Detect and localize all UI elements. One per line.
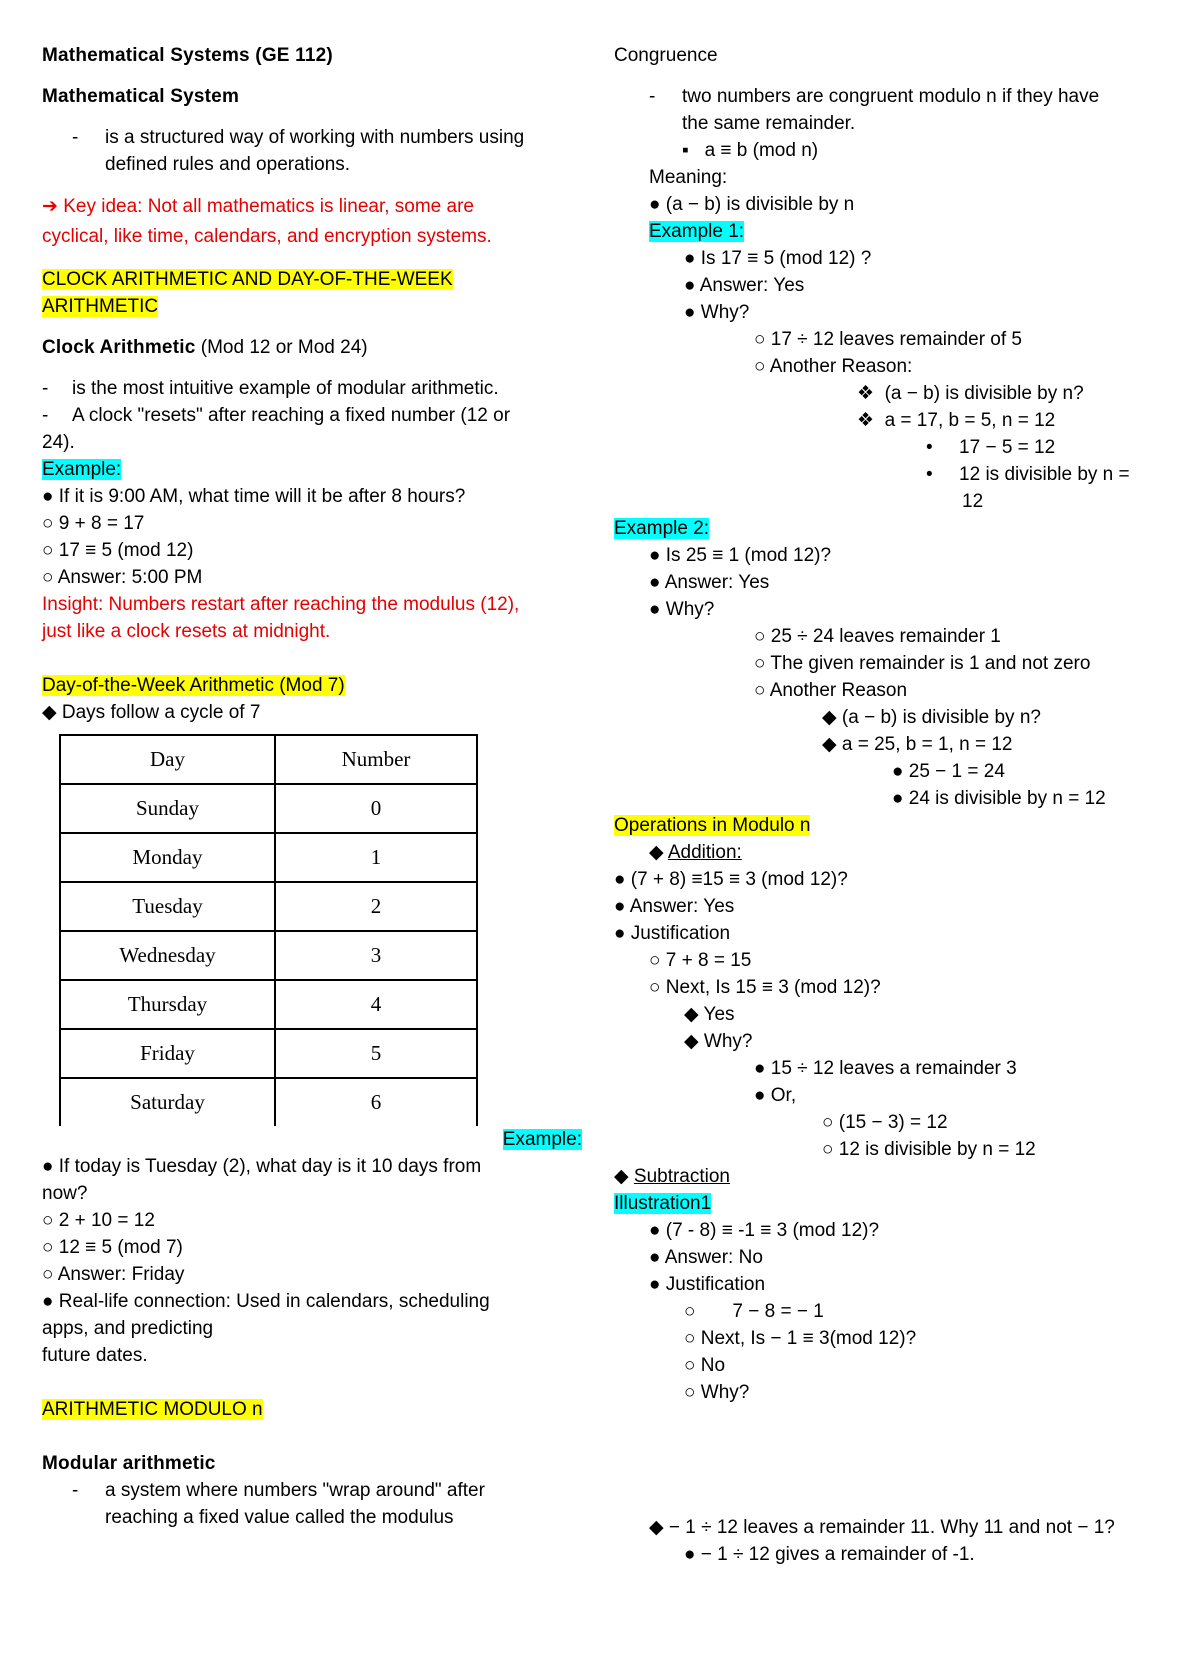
example-line: ○ The given remainder is 1 and not zero (754, 653, 1091, 674)
table-row (60, 980, 477, 1029)
example-line: ○ 25 ÷ 24 leaves remainder 1 (754, 626, 1001, 647)
addition-label: Addition: (667, 842, 742, 863)
example-line: ● Why? (684, 302, 750, 323)
table-cell: 5 (275, 1029, 477, 1078)
right-column (614, 42, 1174, 1568)
example-line: ◆ Why? (684, 1031, 753, 1052)
table-cell: Wednesday (60, 931, 275, 980)
example-line: 12 (962, 491, 984, 512)
example-line: ● Justification (649, 1274, 766, 1295)
real-life-line: apps, and predicting (42, 1318, 214, 1339)
example-line: ● 25 − 1 = 24 (892, 761, 1005, 782)
operation-heading: ◆ Addition: (649, 842, 742, 863)
list-item: - is the most intuitive example of modular arithmetic. (42, 378, 499, 399)
definition-text: a system where numbers "wrap around" after (105, 1480, 485, 1501)
example-label: Example: (502, 1129, 582, 1150)
example-line: ● Answer: No (649, 1247, 763, 1268)
key-idea-line: ➔ Key idea: Not all mathematics is linear, some are (42, 196, 474, 217)
example-line: ○ No (684, 1355, 726, 1376)
table-header: Day (60, 735, 275, 784)
example-line: ○ 17 ÷ 12 leaves remainder of 5 (754, 329, 1022, 350)
table-cell: Friday (60, 1029, 275, 1078)
table-row (60, 784, 477, 833)
clock-heading-bold: Clock Arithmetic (42, 337, 196, 358)
example-label: Example 1: (649, 221, 745, 242)
list-item: - A clock "resets" after reaching a fixed number (12 or (42, 405, 511, 426)
example-line: ● Justification (614, 923, 731, 944)
example-line: ◆ a = 25, b = 1, n = 12 (822, 734, 1013, 755)
example-line: ● Or, (754, 1085, 797, 1106)
table-row (60, 1078, 477, 1126)
example-line: ◆ − 1 ÷ 12 leaves a remainder 11. Why 11 and not − 1? (649, 1517, 1115, 1538)
table-cell: 6 (275, 1078, 477, 1126)
example-line: ● Answer: Yes (684, 275, 805, 296)
example-line: ○ (15 − 3) = 12 (822, 1112, 948, 1133)
example-line: ○ Another Reason: (754, 356, 913, 377)
example-line: ● Why? (649, 599, 715, 620)
example-line: ● Is 17 ≡ 5 (mod 12) ? (684, 248, 872, 269)
section-heading: Congruence (614, 45, 718, 66)
highlighted-heading: Day-of-the-Week Arithmetic (Mod 7) (42, 675, 345, 696)
example-line: ◆ (a − b) is divisible by n? (822, 707, 1041, 728)
table-header: Number (275, 735, 477, 784)
definition-continuation: the same remainder. (682, 113, 856, 134)
example-line: ◆ Yes (684, 1004, 735, 1025)
definition-text: is a structured way of working with numbers using defined rules and operations. (105, 127, 530, 175)
example-line: ○ 12 is divisible by n = 12 (822, 1139, 1036, 1160)
example-line: ○ 9 + 8 = 17 (42, 513, 145, 534)
example-line: ○ Why? (684, 1382, 750, 1403)
example-line: ● Is 25 ≡ 1 (mod 12)? (649, 545, 832, 566)
table-row (60, 833, 477, 882)
key-idea-line: cyclical, like time, calendars, and encryption systems. (42, 226, 492, 247)
section-heading: Mathematical System (42, 86, 240, 107)
table-row (60, 1029, 477, 1078)
real-life-line: future dates. (42, 1345, 148, 1366)
list-item-text: A clock "resets" after reaching a fixed number (12 or (72, 405, 511, 426)
example-line: ● If today is Tuesday (2), what day is it 10 days from (42, 1156, 482, 1177)
highlighted-heading: Operations in Modulo n (614, 815, 811, 836)
list-item-continuation: 24). (42, 432, 75, 453)
example-line: ○ Next, Is 15 ≡ 3 (mod 12)? (649, 977, 881, 998)
table-cell: 1 (275, 833, 477, 882)
clock-heading (42, 334, 582, 361)
example-line: • 12 is divisible by n = (926, 464, 1130, 485)
meaning-label: Meaning: (649, 167, 728, 188)
operation-heading: ◆ Subtraction (614, 1166, 731, 1187)
table-cell: 3 (275, 931, 477, 980)
table-cell: 4 (275, 980, 477, 1029)
list-item-text: is the most intuitive example of modular arithmetic. (72, 378, 499, 399)
example-line: ❖ (a − b) is divisible by n? (857, 383, 1084, 404)
table-row (60, 882, 477, 931)
example-line: ○ 7 + 8 = 15 (649, 950, 752, 971)
example-line: ❖ a = 17, b = 5, n = 12 (857, 410, 1056, 431)
example-line: ○ 12 ≡ 5 (mod 7) (42, 1237, 183, 1258)
notation-line: ▪ a ≡ b (mod n) (682, 140, 819, 161)
table-cell: Tuesday (60, 882, 275, 931)
example-line: ● − 1 ÷ 12 gives a remainder of -1. (684, 1544, 975, 1565)
example-line: ○ Another Reason (754, 680, 908, 701)
meaning-point: ● (a − b) is divisible by n (649, 194, 855, 215)
example-line: ● Answer: Yes (649, 572, 770, 593)
example-line: ● 24 is divisible by n = 12 (892, 788, 1106, 809)
table-row (60, 931, 477, 980)
table-cell: Saturday (60, 1078, 275, 1126)
example-line: ○ 7 − 8 = − 1 (684, 1301, 824, 1322)
example-line: now? (42, 1183, 88, 1204)
day-number-table (59, 734, 478, 1126)
example-line: ○ Next, Is − 1 ≡ 3(mod 12)? (684, 1328, 917, 1349)
example-line: ● If it is 9:00 AM, what time will it be after 8 hours? (42, 486, 466, 507)
definition-item: - a system where numbers "wrap around" after (42, 1477, 582, 1504)
real-life-line: ● Real-life connection: Used in calendars, scheduling (42, 1291, 490, 1312)
example-label: Example 2: (614, 518, 710, 539)
example-label: Example: (42, 459, 122, 480)
insight-line: just like a clock resets at midnight. (42, 621, 331, 642)
section-heading: Modular arithmetic (42, 1453, 216, 1474)
example-line: • 17 − 5 = 12 (926, 437, 1056, 458)
cycle-note: ◆ Days follow a cycle of 7 (42, 702, 261, 723)
definition-text: two numbers are congruent modulo n if they have (682, 86, 1100, 107)
clock-heading-rest: (Mod 12 or Mod 24) (195, 337, 368, 358)
example-line: ○ 2 + 10 = 12 (42, 1210, 155, 1231)
example-line: ● 15 ÷ 12 leaves a remainder 3 (754, 1058, 1017, 1079)
highlighted-heading: ARITHMETIC (42, 296, 159, 317)
highlighted-heading: CLOCK ARITHMETIC AND DAY-OF-THE-WEEK (42, 269, 453, 290)
example-line: ● (7 + 8) ≡15 ≡ 3 (mod 12)? (614, 869, 848, 890)
definition-item: - two numbers are congruent modulo n if they have (614, 83, 1174, 110)
insight-line: Insight: Numbers restart after reaching the modulus (12), (42, 594, 520, 615)
left-column (42, 42, 582, 1531)
example-line: ○ Answer: Friday (42, 1264, 185, 1285)
example-line: ○ 17 ≡ 5 (mod 12) (42, 540, 194, 561)
table-cell: Monday (60, 833, 275, 882)
table-cell: 2 (275, 882, 477, 931)
highlighted-heading: ARITHMETIC MODULO n (42, 1399, 263, 1420)
example-line: ● (7 - 8) ≡ -1 ≡ 3 (mod 12)? (649, 1220, 880, 1241)
definition-continuation: reaching a fixed value called the modulus (105, 1507, 454, 1528)
example-line: ● Answer: Yes (614, 896, 735, 917)
table-cell: Thursday (60, 980, 275, 1029)
table-cell: Sunday (60, 784, 275, 833)
example-line: ○ Answer: 5:00 PM (42, 567, 203, 588)
illustration-label: Illustration1 (614, 1193, 712, 1214)
document-title: Mathematical Systems (GE 112) (42, 45, 333, 66)
definition-item: - is a structured way of working with numbers using defined rules and operations. (42, 124, 582, 178)
table-cell: 0 (275, 784, 477, 833)
subtraction-label: Subtraction (633, 1166, 731, 1187)
table-header-row (60, 735, 477, 784)
